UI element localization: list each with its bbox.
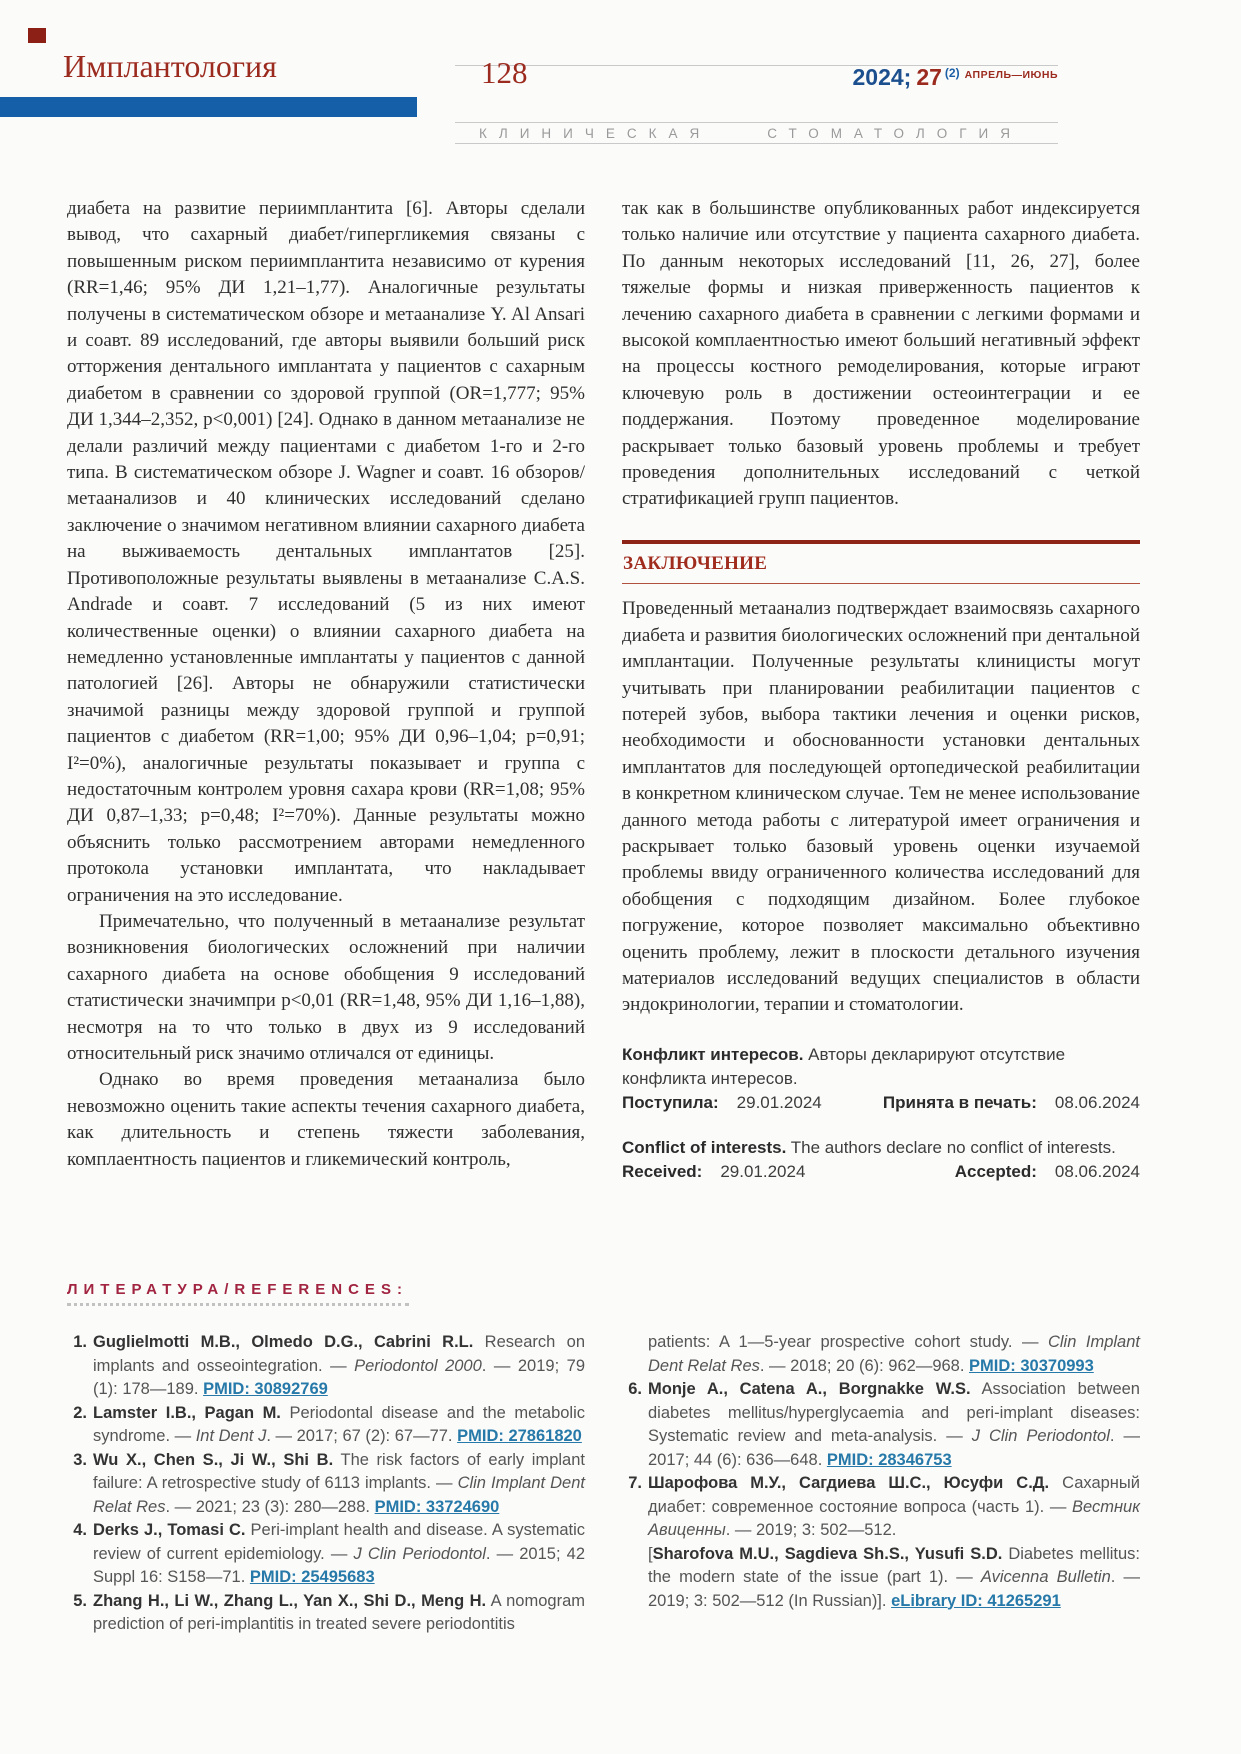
reference-number: 4. — [73, 1521, 87, 1539]
pmid-link[interactable]: PMID: 27861820 — [457, 1427, 582, 1445]
body-paragraph: Однако во время проведения метаанализа было невозможно оценить такие аспекты течения сахарного диабета, как длительность и степень тяжести заболевания, комплаентность пациентов и гликемический контроль, — [67, 1069, 585, 1170]
references-section — [67, 1281, 1140, 1637]
reference-text: . — 2021; 23 (3): 280—288. — [165, 1497, 375, 1516]
reference-text: Periodontal disease and the metabolic syndrome. — — [93, 1403, 586, 1445]
reference-authors: Monje A., Catena A., Borgnakke W.S. — [648, 1380, 971, 1398]
reference-item — [622, 1331, 1140, 1378]
header-blue-bar — [0, 97, 417, 117]
reference-authors: Zhang H., Li W., Zhang L., Yan X., Shi D., Meng H. — [93, 1591, 487, 1610]
accepted-group-en — [955, 1160, 1140, 1184]
reference-text: [ — [648, 1544, 653, 1563]
accepted-label-en: Accepted: — [954, 1161, 1037, 1181]
conflict-lead-en: Conflict of interests. — [622, 1137, 787, 1157]
received-group-en — [622, 1160, 805, 1184]
received-label-ru: Поступила: — [622, 1092, 719, 1112]
reference-text: A nomogram prediction of peri-implantitis in treated severe periodontitis — [93, 1591, 585, 1633]
accepted-group-ru — [883, 1091, 1140, 1115]
references-heading: ЛИТЕРАТУРА/REFERENCES: — [67, 1281, 408, 1298]
reference-text: Сахарный диабет: современное состояние вопроса (часть 1). — — [648, 1474, 1140, 1516]
reference-text: . — 2019; 3: 502—512 (In Russian)]. — [648, 1568, 1141, 1610]
conclusion-rule-thin — [622, 583, 1140, 584]
section-title: Имплантология — [63, 48, 277, 84]
reference-item — [622, 1472, 1140, 1543]
reference-authors: Wu X., Chen S., Ji W., Shi B. — [93, 1450, 334, 1469]
reference-text: Peri-implant health and disease. A systematic review of current epidemiology. — — [93, 1521, 586, 1563]
reference-text: . — 2019; 3: 502—512. — [725, 1521, 897, 1539]
body-paragraph: Проведенный метаанализ подтверждает взаимосвязь сахарного диабета и развития биологических осложнений при дентальной имплантации. Полученные результаты клиницисты могут учитывать при планировании реабилитации пациентов с потерей зубов, выбора тактики лечения и оценки рисков, необходимости и обоснованности установки дентальных имплантатов для последующей ортопедической реабилитации в конкретном клиническом случае. Тем не менее использование данного метода работы с литературой имеет ограничения и раскрывает только базовый уровень оценки изучаемой проблемы ввиду ограниченного количества исследований для обобщения с подходящим дизайном. Более глубокое погружение, которое позволяет максимально объективно оценить проблему, лежит в плоскости детального изучения материалов исследований ведущих специалистов в области эндокринологии, терапии и стоматологии. — [622, 598, 1140, 1016]
reference-item — [622, 1543, 1140, 1614]
dates-row-ru — [622, 1091, 1140, 1115]
accepted-date-ru: 08.06.2024 — [1054, 1092, 1140, 1112]
issue-year: 2024; — [852, 64, 912, 90]
references-left-column — [67, 1331, 585, 1637]
reference-text: The risk factors of early implant failure: A retrospective study of 6113 implants. — — [93, 1450, 585, 1492]
reference-text: . — 2015; 42 Suppl 16: S158—71. — [93, 1544, 585, 1586]
left-column — [67, 196, 585, 1184]
elibrary-link[interactable]: eLibrary ID: 41265291 — [891, 1591, 1061, 1610]
pmid-link[interactable]: PMID: 25495683 — [249, 1568, 375, 1586]
reference-authors: Lamster I.B., Pagan M. — [93, 1403, 281, 1422]
reference-number: 2. — [73, 1403, 87, 1422]
issue-months: АПРЕЛЬ—ИЮНЬ — [964, 69, 1058, 81]
pmid-link[interactable]: PMID: 28346753 — [826, 1450, 952, 1469]
reference-journal: Вестник Авиценны — [648, 1497, 1140, 1539]
pmid-link[interactable]: PMID: 30370993 — [969, 1356, 1094, 1375]
issue-number: (2) — [944, 66, 960, 80]
dates-row-en — [622, 1160, 1140, 1184]
reference-authors: Derks J., Tomasi C. — [93, 1521, 246, 1539]
reference-text: Diabetes mellitus: the modern state of the issue (part 1). — — [648, 1544, 1140, 1586]
reference-journal: Clin Implant Dent Relat Res — [93, 1474, 585, 1516]
reference-journal: Int Dent J — [195, 1427, 267, 1445]
body-paragraph: диабета на развитие периимплантита [6]. Авторы сделали вывод, что сахарный диабет/гипергликемия связаны с повышенным риском периимплантита независимо от курения (RR=1,46; 95% ДИ 1,21–1,77). Аналогичные результаты получены в систематическом обзоре и метаанализе Y. Al Ansari и соавт. 89 исследований, где авторы выявили больший риск отторжения дентального имплантата у пациентов с сахарным диабетом в сравнении со здоровой группой (OR=1,777; 95% ДИ 1,344–2,352, p<0,001) [24]. Однако в данном метаанализе не делали различий между пациентами с диабетом 1-го и 2-го типа. В систематическом обзоре J. Wagner и соавт. 16 обзоров/метаанализов и 40 клинических исследований сделано заключение о значимом негативном влиянии сахарного диабета на выживаемость дентальных имплантатов [25]. Противоположные результаты выявлены в метаанализе C.A.S. Andrade и соавт. 7 исследований (5 из них имеют количественные оценки) о влиянии сахарного диабета на немедленно установленные имплантаты у пациентов с данной патологией [26]. Авторы не обнаружили статистически значимой разницы между здоровой группой и группой пациентов с диабетом (RR=1,00; 95% ДИ 0,96–1,04; p=0,91; I²=0%), аналогичные результаты показывает и группа с недостаточным контролем уровня сахара крови (RR=1,08; 95% ДИ 0,87–1,33; p=0,48; I²=70%). Данные результаты можно объяснить только рассмотрением авторами немедленного протокола установки имплантата, что накладывает ограничения на это исследование. — [67, 198, 585, 906]
journal-name — [479, 126, 1022, 141]
right-column — [622, 196, 1140, 1184]
reference-journal: Avicenna Bulletin — [980, 1568, 1111, 1586]
header-rule-mid — [455, 122, 1058, 123]
reference-journal: Periodontol 2000 — [354, 1356, 482, 1375]
conflict-text-en: The authors declare no conflict of interests. — [790, 1137, 1116, 1157]
reference-text: Association between diabetes mellitus/hyperglycaemia and peri-implant diseases: Systematic review and meta-analysis. — — [648, 1380, 1140, 1445]
received-date-ru: 29.01.2024 — [736, 1092, 822, 1112]
accepted-label-ru: Принята в печать: — [882, 1092, 1037, 1112]
references-right-column — [622, 1331, 1140, 1637]
body-paragraph: Примечательно, что полученный в метаанализе результат возникновения биологических осложнений при наличии сахарного диабета на основе обобщения 9 исследований статистически значимпри p<0,01 (RR=1,48, 95% ДИ 1,16–1,88), несмотря на то что только в двух из 9 исследований относительный риск значимо отличался от единицы. — [67, 910, 585, 1064]
conclusion-text — [622, 596, 1140, 1019]
body-paragraph: так как в большинстве опубликованных работ индексируется только наличие или отсутствие у пациента сахарного диабета. По данным некоторых исследований [11, 26, 27], более тяжелые формы и низкая приверженность пациентов к лечению сахарного диабета в сравнении с легкими формами и высокой комплаентностью имеют больший негативный эффект на процессы костного ремоделирования, которые играют ключевую роль в достижении остеоинтеграции и ее поддержания. Поэтому проведенное моделирование раскрывает только базовый уровень проблемы и требует проведения дополнительных исследований с четкой стратификацией групп пациентов. — [622, 198, 1140, 510]
page-number: 128 — [481, 55, 528, 90]
reference-text: . — 2017; 67 (2): 67—77. — [266, 1427, 458, 1445]
pmid-link[interactable]: PMID: 30892769 — [203, 1380, 328, 1398]
reference-authors: Sharofova M.U., Sagdieva Sh.S., Yusufi S.D. — [652, 1544, 1003, 1563]
reference-item — [622, 1378, 1140, 1472]
journal-name-word-2: СТОМАТОЛОГИЯ — [767, 126, 1022, 141]
reference-text: patients: A 1—5-year prospective cohort study. — — [648, 1333, 1048, 1351]
reference-item — [67, 1449, 585, 1520]
reference-text: . — 2018; 20 (6): 962—968. — [759, 1356, 970, 1375]
conflict-block-ru — [622, 1043, 1140, 1184]
right-column-text — [622, 196, 1140, 513]
references-columns — [67, 1331, 1140, 1637]
reference-journal: Clin Implant Dent Relat Res — [648, 1333, 1140, 1375]
issue-info — [852, 64, 1058, 91]
reference-journal: J Clin Periodontol — [353, 1544, 486, 1563]
reference-number: 3. — [73, 1450, 87, 1469]
conflict-statement-en — [622, 1136, 1140, 1160]
conclusion-heading: ЗАКЛЮЧЕНИЕ — [623, 552, 768, 574]
pmid-link[interactable]: PMID: 33724690 — [374, 1497, 500, 1516]
reference-item — [67, 1331, 585, 1402]
conflict-text-ru: Авторы декларируют отсутствие конфликта интересов. — [622, 1044, 1066, 1088]
reference-number: 1. — [73, 1333, 87, 1351]
conflict-lead-ru: Конфликт интересов. — [622, 1044, 804, 1064]
reference-item — [67, 1402, 585, 1449]
article-body — [67, 196, 1140, 1184]
reference-journal: J Clin Periodontol — [971, 1427, 1110, 1445]
received-label-en: Received: — [622, 1161, 703, 1181]
reference-number: 6. — [628, 1380, 642, 1398]
reference-number: 7. — [628, 1474, 642, 1492]
corner-mark — [28, 28, 46, 43]
references-heading-dots — [67, 1303, 409, 1306]
reference-authors: Шарофова М.У., Сагдиева Ш.С., Юсуфи С.Д. — [648, 1474, 1050, 1492]
reference-authors: Guglielmotti M.B., Olmedo D.G., Cabrini R.L. — [93, 1333, 474, 1351]
reference-number: 5. — [73, 1591, 87, 1610]
journal-name-word-1: КЛИНИЧЕСКАЯ — [479, 126, 712, 141]
received-group-ru — [622, 1091, 822, 1115]
reference-item — [67, 1590, 585, 1637]
reference-text: . — 2019; 79 (1): 178—189. — [93, 1356, 586, 1398]
received-date-en: 29.01.2024 — [720, 1161, 806, 1181]
accepted-date-en: 08.06.2024 — [1054, 1161, 1140, 1181]
reference-item — [67, 1519, 585, 1590]
issue-volume: 27 — [916, 64, 942, 90]
conflict-statement-ru — [622, 1043, 1140, 1091]
conclusion-heading-block — [622, 540, 1140, 584]
reference-text: Research on implants and osseointegration. — — [93, 1333, 585, 1375]
header-rule-bottom — [455, 143, 1058, 144]
reference-text: . — 2017; 44 (6): 636—648. — [648, 1427, 1140, 1469]
